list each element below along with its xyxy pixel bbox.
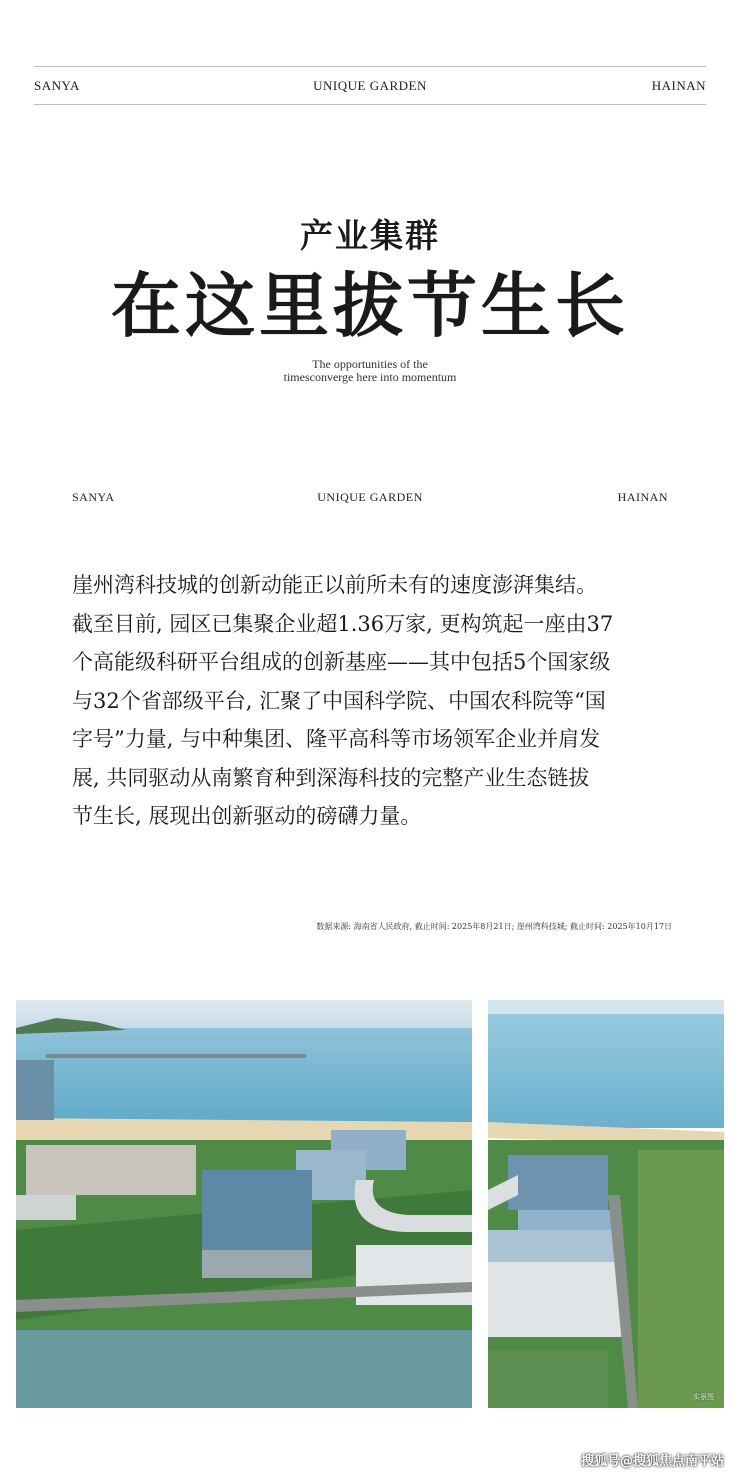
header-bottom-rule [34, 104, 706, 105]
body-line: 个高能级科研平台组成的创新基座——其中包括5个国家级 [72, 650, 611, 674]
subheader-right: HAINAN [617, 490, 668, 504]
photo-tag: 实景图 [693, 1393, 714, 1401]
title-line-2: 在这里拔节生长 [111, 264, 629, 347]
watermark: 搜狐号@搜狐焦点南平站 [580, 1454, 724, 1469]
body-line: 字号”力量, 与中种集团、隆平高科等市场领军企业并肩发 [72, 727, 601, 751]
body-line: 展, 共同驱动从南繁育种到深海科技的完整产业生态链拔 [72, 765, 590, 790]
title-line-1: 产业集群 [300, 216, 440, 255]
body-line: 与32个省部级平台, 汇聚了中国科学院、中国农科院等“国 [72, 688, 606, 713]
aerial-photo-left [16, 1000, 472, 1408]
top-rule [34, 66, 706, 67]
subtitle [0, 358, 740, 384]
body-paragraph [72, 566, 668, 836]
header-right: HAINAN [651, 78, 706, 93]
source-note: 数据来源: 海南省人民政府, 截止时间: 2025年8月21日; 崖州湾科技城; 截止时间: 2025年10月17日 [316, 922, 672, 931]
body-line: 截至目前, 园区已集聚企业超1.36万家, 更构筑起一座由37 [72, 611, 614, 636]
aerial-photo-right [488, 1000, 724, 1408]
subheader-left: SANYA [72, 490, 115, 504]
body-line: 崖州湾科技城的创新动能正以前所未有的速度澎湃集结。 [72, 573, 597, 597]
subtitle-line-2: timesconverge here into momentum [283, 370, 457, 384]
subtitle-line-1: The opportunities of the [312, 357, 428, 371]
header-center: UNIQUE GARDEN [313, 78, 427, 93]
subheader-center: UNIQUE GARDEN [317, 490, 423, 504]
header-left: SANYA [34, 78, 80, 93]
body-line: 节生长, 展现出创新驱动的磅礴力量。 [72, 804, 422, 828]
